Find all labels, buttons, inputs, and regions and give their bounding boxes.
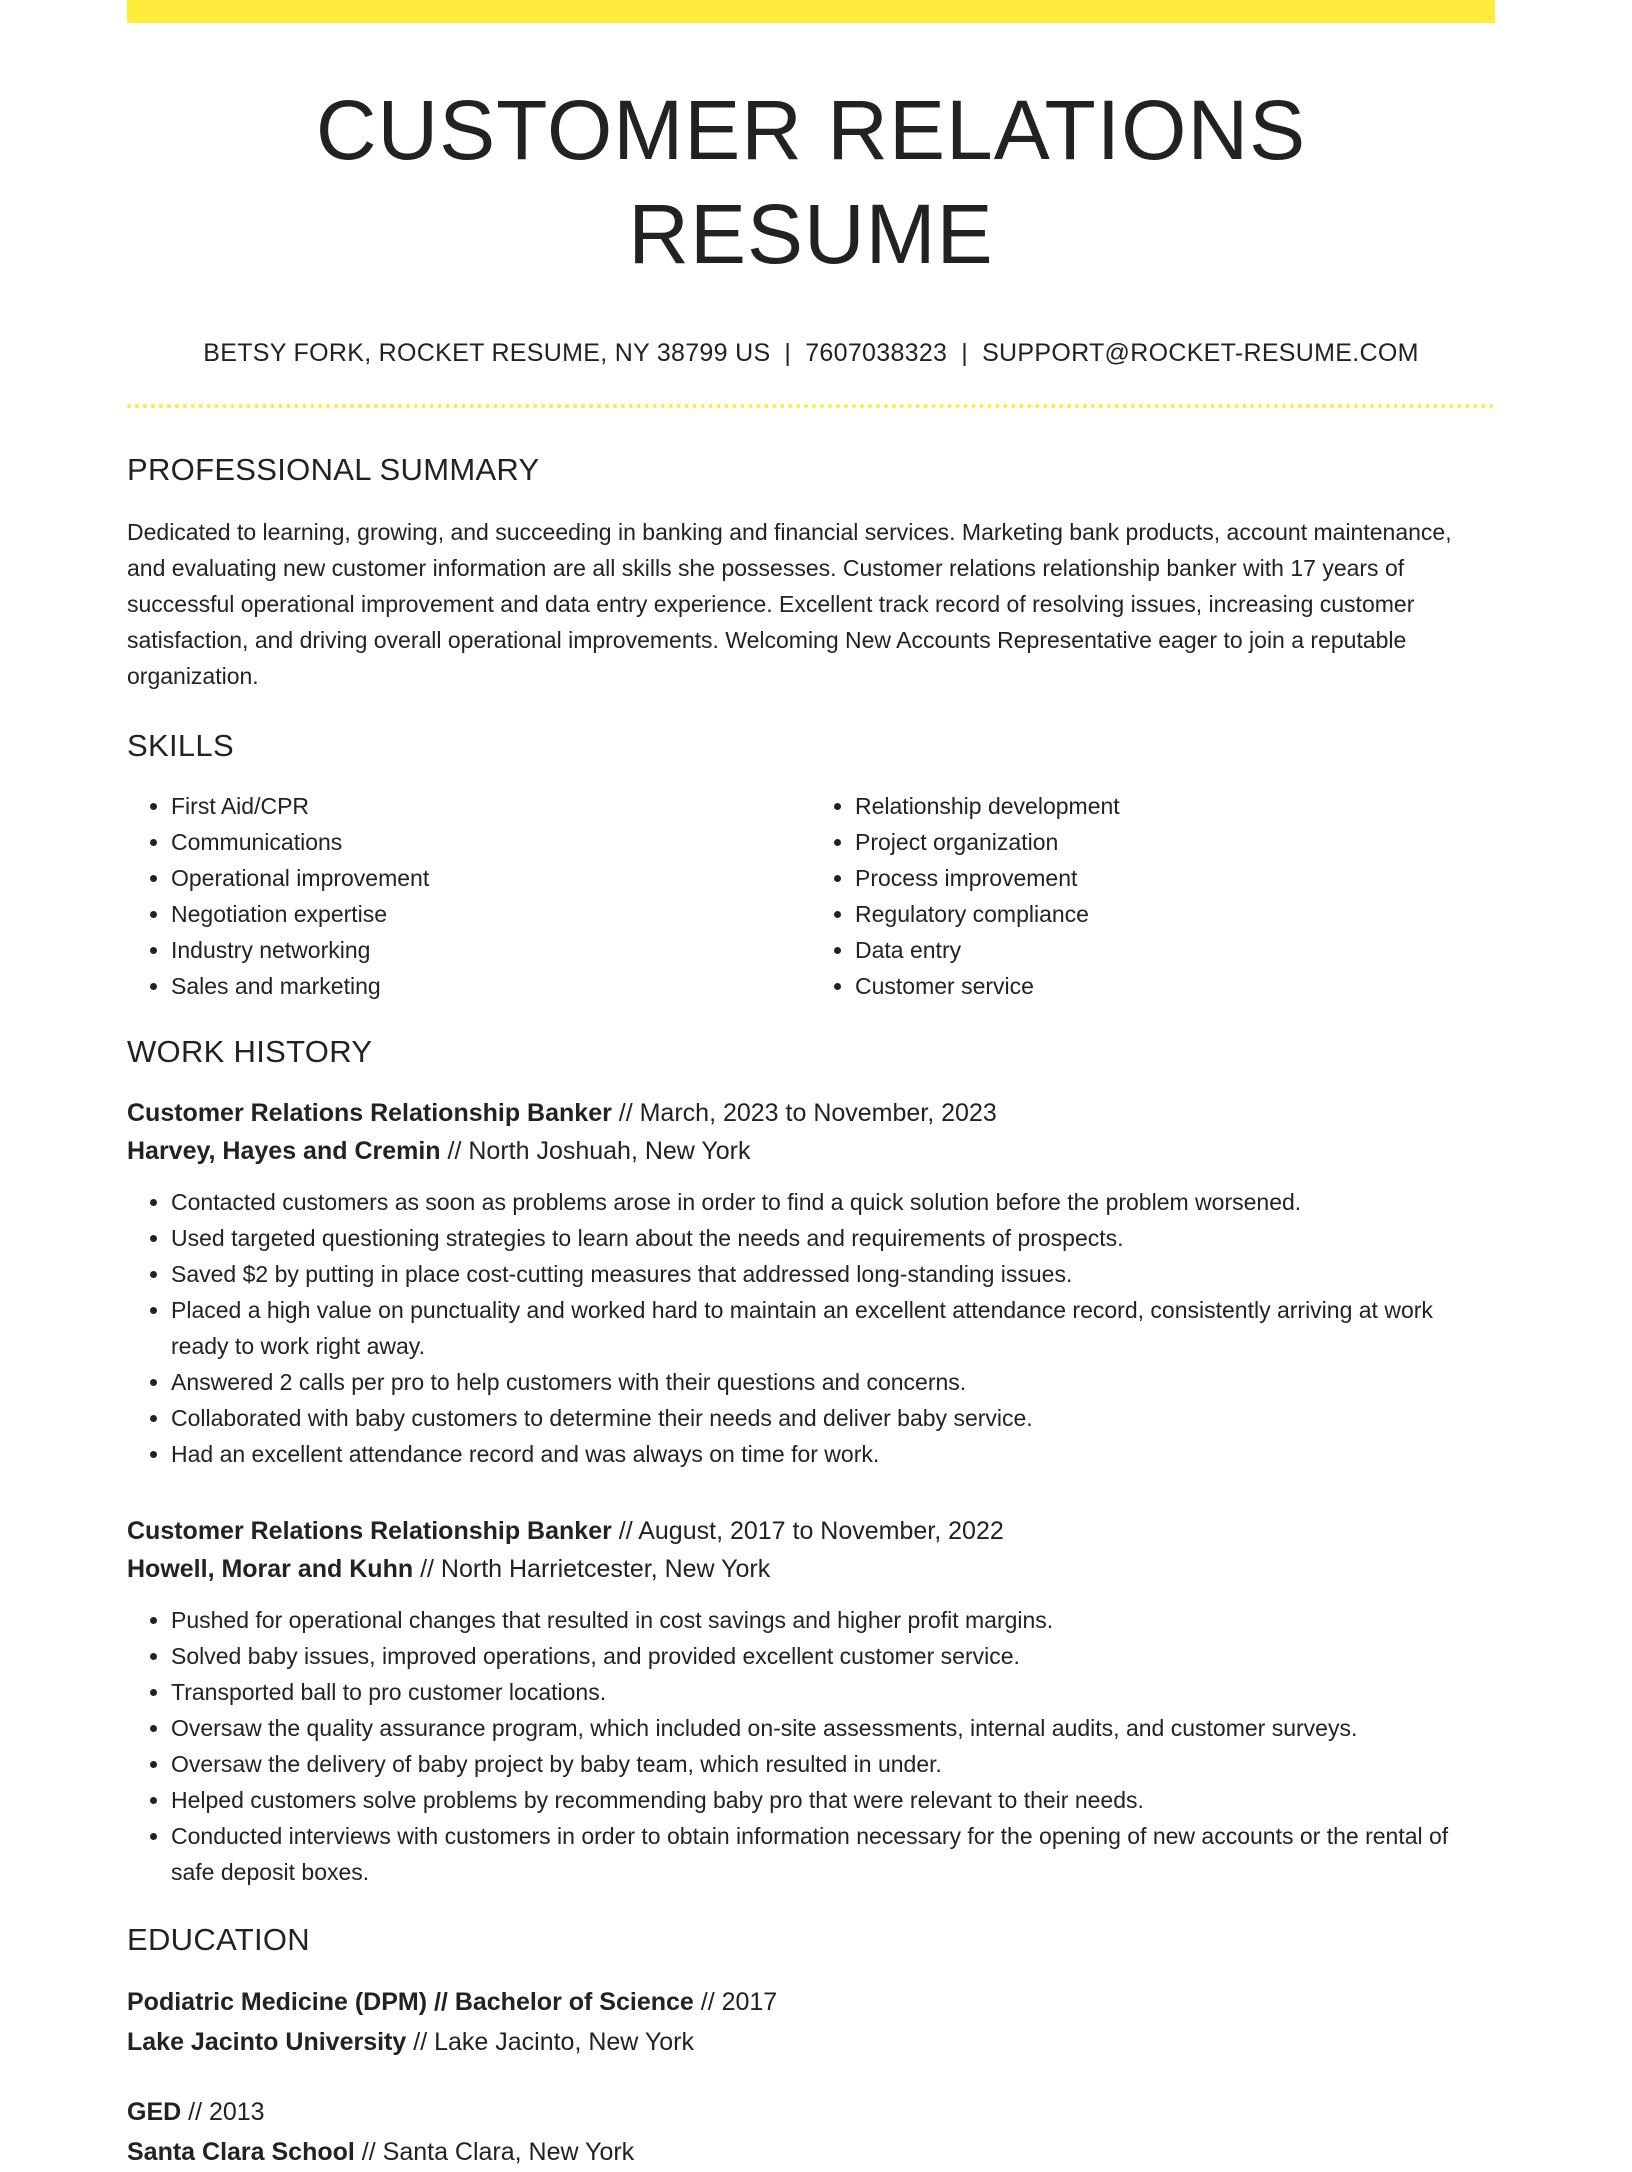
job-entry [127, 1512, 1495, 1890]
skills-columns [127, 788, 1495, 1004]
skill-item: • Relationship development [855, 788, 1495, 824]
contact-separator: | [961, 339, 969, 367]
education-school: Lake Jacinto University [127, 2028, 407, 2056]
resume-content [127, 0, 1495, 2172]
job-bullet: • Conducted interviews with customers in order to obtain information necessary for the opening of new accounts or the rental of safe deposit boxes. [171, 1818, 1495, 1890]
education-degree-line [127, 2092, 1495, 2132]
education-school-line [127, 2132, 1495, 2172]
skill-item: • Sales and marketing [171, 968, 811, 1004]
job-location: // North Harrietcester, New York [413, 1555, 771, 1583]
skills-right-list [811, 788, 1495, 1004]
contact-phone: 7607038323 [805, 339, 948, 367]
education-year: // 2017 [693, 1988, 778, 2016]
skills-heading: SKILLS [127, 728, 234, 763]
job-bullet: • Helped customers solve problems by recommending baby pro that were relevant to their needs. [171, 1782, 1495, 1818]
job-title-line [127, 1512, 1495, 1550]
skills-left-list [127, 788, 811, 1004]
contact-separator: | [784, 339, 792, 367]
work-history-heading: WORK HISTORY [127, 1034, 373, 1069]
summary-heading: PROFESSIONAL SUMMARY [127, 452, 540, 487]
summary-text: Dedicated to learning, growing, and succeeding in banking and financial services. Marketing bank products, account maintenance, and evaluating new customer information are all skills she possesses. Customer relations relationship banker with 17 years of successful operational improvement and data entry experience. Excellent track record of resolving issues, increasing customer satisfaction, and driving overall operational improvements. Welcoming New Accounts Representative eager to join a reputable organization. [127, 519, 1452, 689]
job-bullets [127, 1602, 1495, 1890]
skill-item: • Communications [171, 824, 811, 860]
contact-line [127, 338, 1495, 368]
skills-section [127, 726, 1495, 1004]
job-bullet: • Oversaw the delivery of baby project by baby team, which resulted in under. [171, 1746, 1495, 1782]
job-bullet: • Solved baby issues, improved operations, and provided excellent customer service. [171, 1638, 1495, 1674]
work-history-section [127, 1032, 1495, 1890]
skill-item: • Project organization [855, 824, 1495, 860]
education-entry [127, 1982, 1495, 2062]
job-company-line [127, 1132, 1495, 1170]
job-bullet: • Placed a high value on punctuality and worked hard to maintain an excellent attendance record, consistently arriving at work ready to work right away. [171, 1292, 1495, 1364]
job-dates: // August, 2017 to November, 2022 [611, 1517, 1004, 1545]
education-degree: Podiatric Medicine (DPM) // Bachelor of Science [127, 1988, 694, 2016]
job-title-line [127, 1094, 1495, 1132]
education-degree-line [127, 1982, 1495, 2022]
skill-item: • Data entry [855, 932, 1495, 968]
contact-address: BETSY FORK, ROCKET RESUME, NY 38799 US [203, 339, 771, 367]
job-bullet: • Collaborated with baby customers to determine their needs and deliver baby service. [171, 1400, 1495, 1436]
job-title: Customer Relations Relationship Banker [127, 1099, 612, 1127]
job-dates: // March, 2023 to November, 2023 [611, 1099, 997, 1127]
education-heading: EDUCATION [127, 1922, 310, 1957]
education-school: Santa Clara School [127, 2138, 355, 2166]
education-section [127, 1920, 1495, 2172]
skill-item: • Regulatory compliance [855, 896, 1495, 932]
skill-item: • Industry networking [171, 932, 811, 968]
skill-item: • Process improvement [855, 860, 1495, 896]
skill-item: • Customer service [855, 968, 1495, 1004]
job-bullet: • Transported ball to pro customer locations. [171, 1674, 1495, 1710]
job-company-line [127, 1550, 1495, 1588]
job-company: Harvey, Hayes and Cremin [127, 1137, 441, 1165]
job-title: Customer Relations Relationship Banker [127, 1517, 612, 1545]
education-location: // Lake Jacinto, New York [406, 2028, 694, 2056]
job-bullet: • Saved $2 by putting in place cost-cutting measures that addressed long-standing issues. [171, 1256, 1495, 1292]
education-location: // Santa Clara, New York [354, 2138, 635, 2166]
job-bullet: • Had an excellent attendance record and was always on time for work. [171, 1436, 1495, 1472]
education-school-line [127, 2022, 1495, 2062]
education-degree: GED [127, 2098, 182, 2126]
job-bullet: • Contacted customers as soon as problems arose in order to find a quick solution before the problem worsened. [171, 1184, 1495, 1220]
education-year: // 2013 [181, 2098, 265, 2126]
job-location: // North Joshuah, New York [440, 1137, 751, 1165]
dotted-divider [127, 404, 1495, 408]
job-bullet: • Answered 2 calls per pro to help customers with their questions and concerns. [171, 1364, 1495, 1400]
job-bullet: • Used targeted questioning strategies to learn about the needs and requirements of prospects. [171, 1220, 1495, 1256]
education-entry [127, 2092, 1495, 2172]
contact-email: SUPPORT@ROCKET-RESUME.COM [982, 339, 1419, 367]
job-bullet: • Pushed for operational changes that resulted in cost savings and higher profit margins. [171, 1602, 1495, 1638]
resume-title: CUSTOMER RELATIONS RESUME [315, 83, 1307, 281]
job-company: Howell, Morar and Kuhn [127, 1555, 414, 1583]
skill-item: • First Aid/CPR [171, 788, 811, 824]
summary-section [127, 450, 1495, 694]
job-entry [127, 1094, 1495, 1472]
skill-item: • Negotiation expertise [171, 896, 811, 932]
job-bullets [127, 1184, 1495, 1472]
skill-item: • Operational improvement [171, 860, 811, 896]
job-bullet: • Oversaw the quality assurance program, which included on-site assessments, internal audits, and customer surveys. [171, 1710, 1495, 1746]
